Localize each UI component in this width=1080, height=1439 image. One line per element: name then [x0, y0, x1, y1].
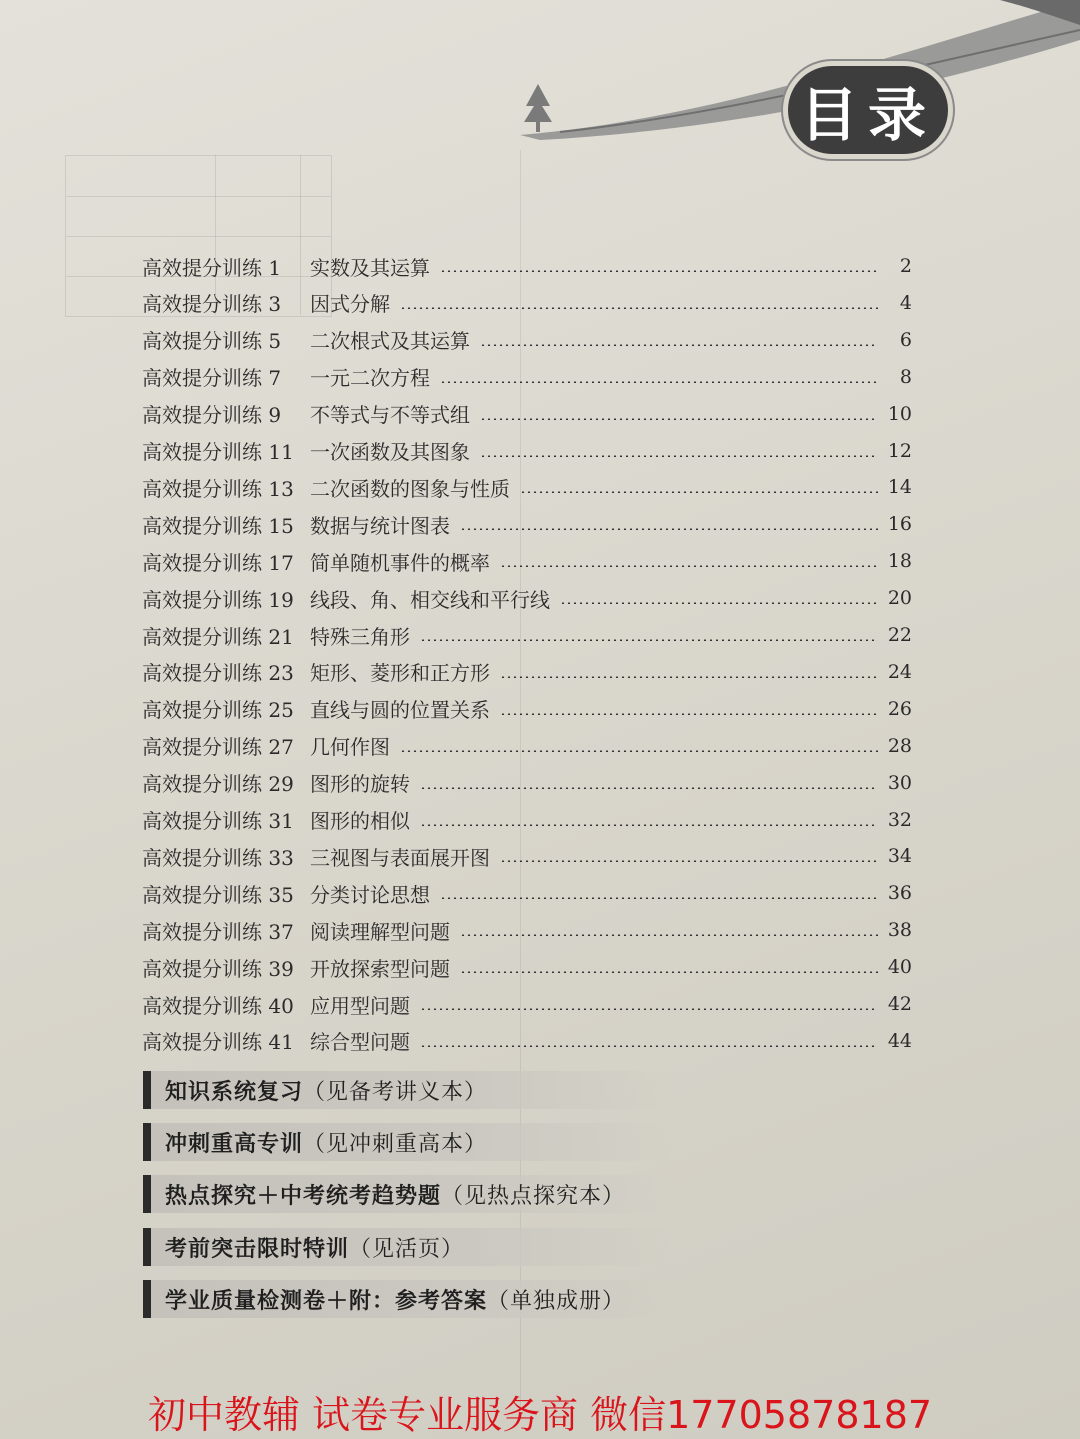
- dot-leader: [400, 750, 878, 752]
- dot-leader: [400, 307, 878, 309]
- toc-entry[interactable]: [142, 508, 912, 540]
- toc-entry-title: 二次函数的图象与性质: [310, 476, 510, 501]
- dot-leader: [420, 1045, 878, 1047]
- section-label: [165, 1075, 487, 1106]
- toc-entry[interactable]: [142, 287, 912, 319]
- toc-entry-title: 一次函数及其图象: [310, 440, 470, 464]
- toc-entry-label: 高效提分训练 23: [142, 661, 294, 686]
- toc-entry-page: 4: [899, 291, 912, 314]
- section-title: 学业质量检测卷＋附：参考答案: [165, 1288, 488, 1314]
- section-note: （见活页）: [349, 1236, 465, 1262]
- dot-leader: [460, 934, 878, 936]
- section-title: 热点探究＋中考统考趋势题: [165, 1183, 442, 1209]
- dot-leader: [500, 676, 878, 678]
- toc-entry[interactable]: [142, 988, 912, 1020]
- toc-entry-page: 36: [887, 882, 912, 905]
- toc-entry[interactable]: [142, 804, 912, 836]
- dot-leader: [420, 639, 878, 641]
- toc-entry-label: 高效提分训练 35: [142, 882, 294, 907]
- toc-entry-title: 数据与统计图表: [310, 513, 450, 538]
- toc-entry-title: 图形的旋转: [310, 772, 410, 797]
- dot-leader: [420, 824, 878, 826]
- toc-entry-label: 高效提分训练 5: [142, 329, 282, 354]
- toc-entry-title: 分类讨论思想: [310, 882, 430, 907]
- section-note: （见备考讲义本）: [303, 1079, 488, 1105]
- toc-entry[interactable]: [142, 361, 912, 393]
- section-title: 冲刺重高专训: [165, 1131, 304, 1157]
- section-label: [165, 1284, 625, 1315]
- toc-entry-page: 18: [887, 550, 912, 573]
- section-label: [165, 1127, 487, 1158]
- toc-entry-label: 高效提分训练 39: [142, 956, 294, 981]
- section-heading: [143, 1280, 671, 1318]
- toc-entry-title: 图形的相似: [310, 809, 410, 833]
- toc-entry-page: 14: [887, 476, 912, 499]
- toc-entry-label: 高效提分训练 27: [142, 735, 294, 760]
- toc-entry[interactable]: [142, 250, 912, 282]
- toc-entry-title: 特殊三角形: [310, 624, 410, 649]
- section-label: [165, 1232, 464, 1263]
- toc-entry-label: 高效提分训练 1: [142, 255, 282, 280]
- toc-entry-page: 30: [887, 771, 912, 794]
- toc-entry-page: 44: [887, 1029, 912, 1052]
- dot-leader: [420, 1008, 878, 1010]
- section-heading: [143, 1175, 671, 1213]
- toc-entry-title: 直线与圆的位置关系: [310, 698, 490, 723]
- dot-leader: [500, 713, 878, 715]
- toc-entry[interactable]: [142, 619, 912, 651]
- toc-entry-title: 矩形、菱形和正方形: [310, 661, 490, 686]
- toc-entry[interactable]: [142, 767, 912, 799]
- toc-entry-page: 40: [887, 956, 912, 979]
- toc-entry[interactable]: [142, 730, 912, 762]
- toc-entry[interactable]: [142, 435, 912, 467]
- toc-entry-title: 二次根式及其运算: [310, 329, 470, 354]
- toc-entry-title: 几何作图: [310, 735, 390, 760]
- toc-entry-title: 不等式与不等式组: [310, 403, 470, 428]
- toc-entry[interactable]: [142, 840, 912, 872]
- toc-entry-label: 高效提分训练 13: [142, 476, 294, 501]
- toc-entry-title: 阅读理解型问题: [310, 919, 450, 944]
- toc-entry-page: 26: [887, 697, 912, 720]
- toc-entry-label: 高效提分训练 3: [142, 292, 282, 317]
- dot-leader: [440, 381, 878, 383]
- toc-entry-page: 12: [887, 439, 912, 462]
- toc-entry-label: 高效提分训练 31: [142, 809, 294, 833]
- toc-entry-label: 高效提分训练 7: [142, 366, 282, 391]
- toc-entry-title: 一元二次方程: [310, 366, 430, 391]
- dot-leader: [440, 270, 878, 272]
- toc-entry-label: 高效提分训练 25: [142, 698, 294, 723]
- toc-entry-page: 22: [887, 624, 912, 646]
- dot-leader: [520, 491, 878, 493]
- section-label: [165, 1179, 625, 1210]
- toc-entry-label: 高效提分训练 17: [142, 550, 294, 575]
- toc-entry[interactable]: [142, 324, 912, 356]
- toc-entry-label: 高效提分训练 9: [142, 403, 282, 428]
- toc-entry-page: 8: [899, 365, 912, 388]
- toc-entry-label: 高效提分训练 37: [142, 919, 294, 944]
- dot-leader: [460, 528, 878, 530]
- toc-entry-title: 简单随机事件的概率: [310, 550, 490, 575]
- toc-entry-title: 因式分解: [310, 292, 390, 317]
- section-title: 考前突击限时特训: [165, 1236, 350, 1262]
- toc-entry[interactable]: [142, 877, 912, 909]
- toc-entry-page: 6: [899, 328, 912, 351]
- toc-entry[interactable]: [142, 545, 912, 577]
- dot-leader: [480, 344, 878, 346]
- section-note: （见热点探究本）: [441, 1183, 626, 1209]
- toc-entry[interactable]: [142, 471, 912, 503]
- toc-entry-label: 高效提分训练 11: [142, 440, 294, 464]
- toc-entry-page: 34: [887, 845, 912, 868]
- toc-entry-title: 综合型问题: [310, 1030, 410, 1055]
- dot-leader: [460, 971, 878, 973]
- toc-entry-label: 高效提分训练 29: [142, 772, 294, 797]
- toc-entry-page: 32: [887, 808, 912, 831]
- toc-entry-page: 20: [887, 587, 912, 610]
- toc-entry-title: 实数及其运算: [310, 255, 430, 280]
- toc-entry-page: 2: [899, 255, 912, 277]
- toc-entry[interactable]: [142, 951, 912, 983]
- dot-leader: [480, 455, 878, 457]
- toc-entry-page: 42: [887, 993, 912, 1015]
- toc-entry-title: 三视图与表面展开图: [310, 845, 490, 870]
- toc-entry-page: 38: [887, 919, 912, 942]
- tree-icon: [524, 84, 552, 132]
- toc-entry-title: 线段、角、相交线和平行线: [310, 587, 550, 612]
- toc-entry[interactable]: [142, 693, 912, 725]
- dot-leader: [420, 787, 878, 789]
- toc-entry-page: 16: [887, 513, 912, 536]
- section-note: （见冲刺重高本）: [303, 1131, 488, 1157]
- dot-leader: [500, 565, 878, 567]
- section-title: 知识系统复习: [165, 1079, 304, 1105]
- watermark-text: 初中教辅 试卷专业服务商 微信17705878187: [147, 1393, 933, 1437]
- toc-entry-page: 28: [887, 734, 912, 757]
- toc-entry-page: 10: [887, 402, 912, 425]
- section-heading: [143, 1071, 671, 1109]
- section-heading: [143, 1123, 671, 1161]
- page-title: 目录: [799, 81, 936, 149]
- section-note: （单独成册）: [487, 1288, 626, 1314]
- dot-leader: [560, 602, 878, 604]
- toc-entry-label: 高效提分训练 15: [142, 513, 294, 538]
- dot-leader: [480, 418, 878, 420]
- toc-entry[interactable]: [142, 582, 912, 614]
- toc-entry[interactable]: [142, 1025, 912, 1057]
- toc-entry-label: 高效提分训练 33: [142, 845, 294, 870]
- toc-entry[interactable]: [142, 914, 912, 946]
- toc-entry-page: 24: [887, 660, 912, 683]
- toc-entry[interactable]: [142, 656, 912, 688]
- toc-entry[interactable]: [142, 398, 912, 430]
- page-title-badge: [788, 66, 948, 154]
- toc-entry-label: 高效提分训练 41: [142, 1030, 294, 1055]
- section-heading: [143, 1228, 671, 1266]
- toc-entry-label: 高效提分训练 40: [142, 993, 294, 1018]
- toc-entry-title: 开放探索型问题: [310, 956, 450, 981]
- toc-entry-title: 应用型问题: [310, 993, 410, 1018]
- toc-entry-label: 高效提分训练 19: [142, 587, 294, 612]
- dot-leader: [500, 860, 878, 862]
- dot-leader: [440, 897, 878, 899]
- toc-entry-label: 高效提分训练 21: [142, 624, 294, 649]
